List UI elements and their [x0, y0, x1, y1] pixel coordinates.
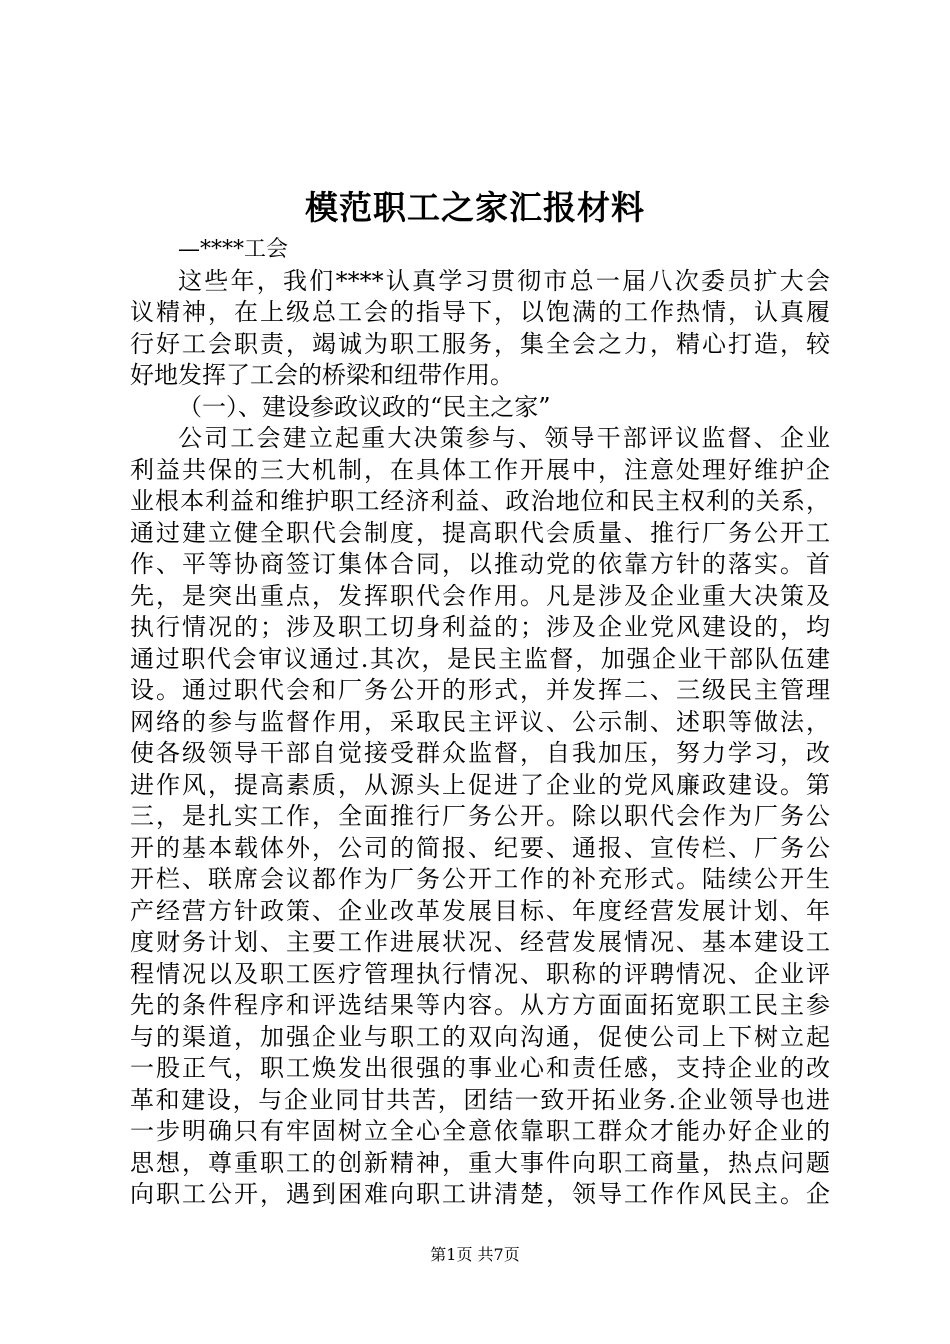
paragraph-2-line: 公司工会建立起重大决策参与、领导干部评议监督、企业	[178, 424, 830, 452]
paragraph-2-line: 执行情况的；涉及职工切身利益的；涉及企业党风建设的，均	[130, 613, 830, 641]
paragraph-1-line: 这些年，我们****认真学习贯彻市总一届八次委员扩大会	[178, 266, 830, 295]
paragraph-2-line: 通过建立健全职代会制度，提高职代会质量、推行厂务公开工	[130, 518, 830, 547]
author-line: —****工会	[178, 237, 289, 262]
paragraph-2-line: 产经营方针政策、企业改革发展目标、年度经营发展计划、年	[130, 896, 830, 925]
paragraph-2-line: 度财务计划、主要工作进展状况、经营发展情况、基本建设工	[130, 928, 830, 956]
document-body	[130, 234, 830, 1211]
paragraph-2-line: 向职工公开，遇到困难向职工讲清楚，领导工作作风民主。企	[130, 1180, 830, 1208]
paragraph-2-line: 作、平等协商签订集体合同，以推动党的依靠方针的落实。首	[130, 550, 830, 578]
paragraph-2-line: 程情况以及职工医疗管理执行情况、职称的评聘情况、企业评	[130, 959, 830, 988]
paragraph-2-line: 与的渠道，加强企业与职工的双向沟通，促使公司上下树立起	[130, 1022, 830, 1051]
paragraph-2-line: 革和建设，与企业同甘共苦，团结一致开拓业务.企业领导也进	[130, 1085, 830, 1114]
paragraph-2-line: 网络的参与监督作用，采取民主评议、公示制、述职等做法，	[130, 707, 830, 736]
paragraph-2-line: 进作风，提高素质，从源头上促进了企业的党风廉政建设。第	[130, 770, 830, 799]
paragraph-2-line: 思想，尊重职工的创新精神，重大事件向职工商量，热点问题	[130, 1148, 830, 1177]
paragraph-2-line: 设。通过职代会和厂务公开的形式，并发挥二、三级民主管理	[130, 676, 830, 704]
paragraph-1-line: 议精神，在上级总工会的指导下，以饱满的工作热情，认真履	[130, 298, 830, 326]
paragraph-2-line: 先，是突出重点，发挥职代会作用。凡是涉及企业重大决策及	[130, 581, 830, 610]
paragraph-2-line: 开栏、联席会议都作为厂务公开工作的补充形式。陆续公开生	[130, 865, 830, 893]
paragraph-2-line: 一股正气，职工焕发出很强的事业心和责任感，支持企业的改	[130, 1054, 830, 1082]
paragraph-2-line: 通过职代会审议通过.其次，是民主监督，加强企业干部队伍建	[130, 644, 830, 673]
paragraph-2-line: 先的条件程序和评选结果等内容。从方方面面拓宽职工民主参	[130, 991, 830, 1019]
paragraph-2-line: 利益共保的三大机制，在具体工作开展中，注意处理好维护企	[130, 455, 830, 484]
paragraph-2-line: 业根本利益和维护职工经济利益、政治地位和民主权利的关系，	[130, 487, 830, 515]
document-title: 模范职工之家汇报材料	[305, 188, 645, 227]
paragraph-2-line: 三，是扎实工作，全面推行厂务公开。除以职代会作为厂务公	[130, 802, 830, 830]
paragraph-2-line: 使各级领导干部自觉接受群众监督，自我加压，努力学习，改	[130, 739, 830, 767]
paragraph-1-line: 好地发挥了工会的桥梁和纽带作用。	[130, 361, 514, 389]
page-number-footer: 第1页 共7页	[430, 1245, 520, 1264]
paragraph-2-line: 开的基本载体外，公司的简报、纪要、通报、宣传栏、厂务公	[130, 833, 830, 862]
paragraph-1-line: 行好工会职责，竭诚为职工服务，集全会之力，精心打造，较	[130, 329, 830, 358]
section-heading: （一）、建设参政议政的“民主之家”	[178, 392, 551, 421]
paragraph-2-line: 一步明确只有牢固树立全心全意依靠职工群众才能办好企业的	[130, 1117, 830, 1145]
